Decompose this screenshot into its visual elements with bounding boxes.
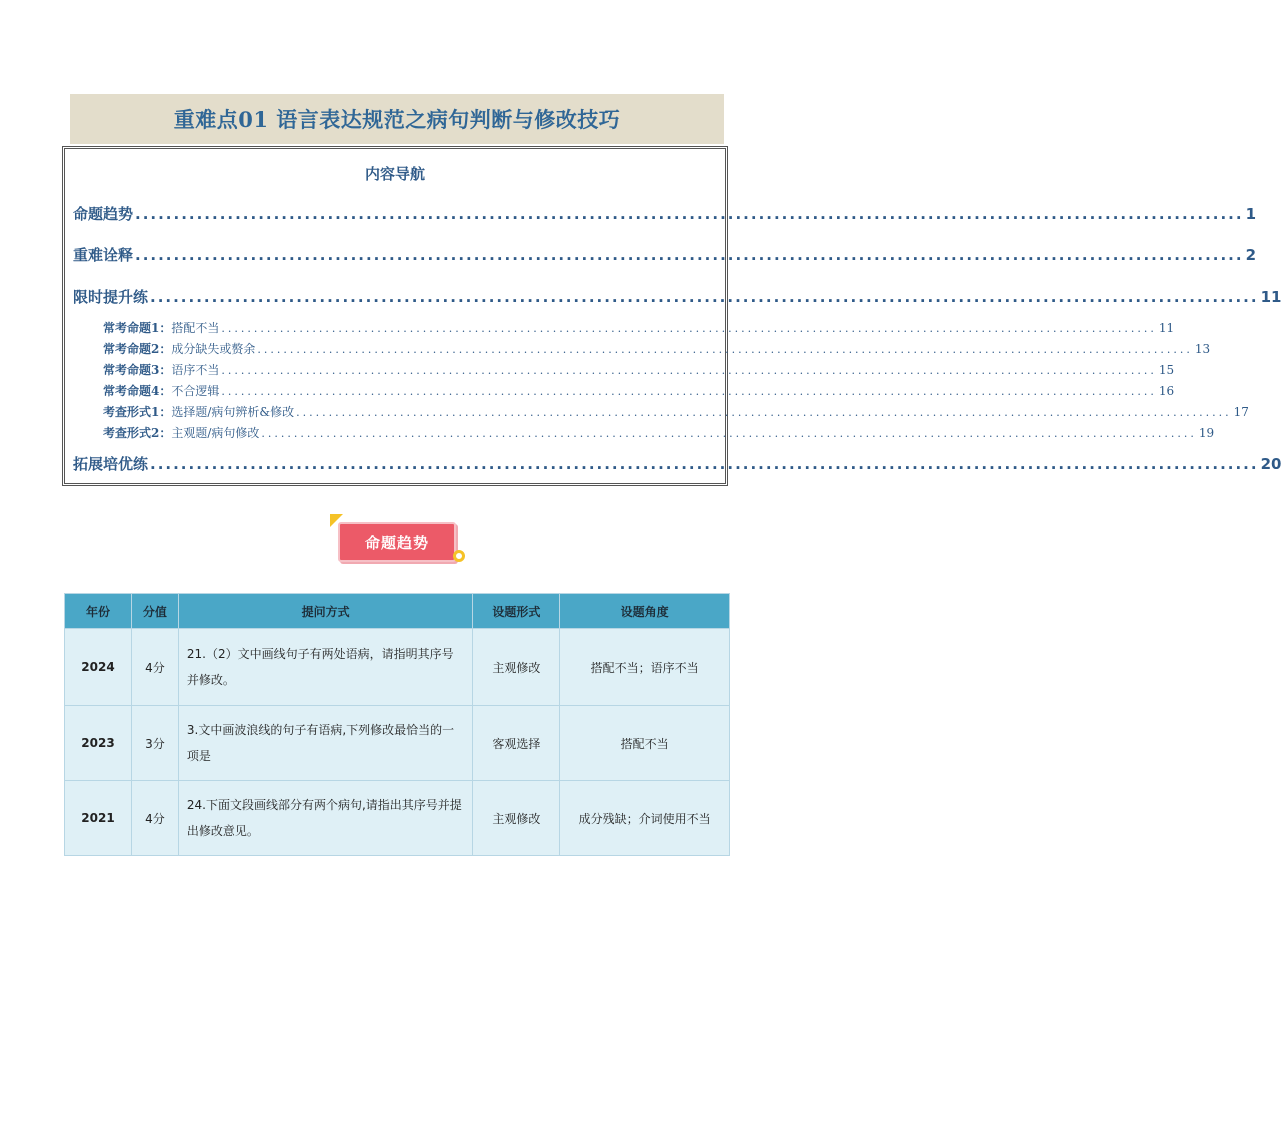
toc-subitem-label: 考查形式1： [103, 405, 172, 419]
toc-subitem-label: 考查形式2： [103, 426, 172, 440]
toc-subitem-text: 不合逻辑 [171, 384, 220, 398]
toc-subitem-page: 11 [1158, 321, 1175, 335]
toc-subitem-text: 选择题/病句辨析&修改 [171, 405, 295, 419]
header-angle: 设题角度 [560, 594, 730, 629]
toc-item-explain[interactable] [73, 244, 1256, 265]
header-form: 设题形式 [473, 594, 560, 629]
toc-leader-dots: ................................................................................................................................................ [296, 406, 1232, 419]
toc-leader-dots: ................................................................................................................................................ [135, 205, 1244, 223]
toc-item-page: 20 [1260, 455, 1281, 473]
cell-score: 4分 [131, 781, 178, 856]
toc-item-page: 2 [1245, 246, 1256, 264]
toc-subitem-label: 常考命题2： [103, 342, 172, 356]
section-badge-label: 命题趋势 [364, 533, 429, 552]
toc-subitem-label: 常考命题1： [103, 321, 172, 335]
table-row [65, 706, 730, 781]
toc-item-practice[interactable] [73, 286, 1281, 307]
toc-subitem[interactable] [103, 319, 1175, 336]
toc-leader-dots: ................................................................................................................................................ [261, 427, 1197, 440]
toc-leader-dots: ................................................................................................................................................ [150, 455, 1259, 473]
section-badge [330, 514, 465, 566]
toc-subitem-text: 成分缺失或赘余 [171, 342, 256, 356]
cell-score: 4分 [131, 629, 178, 706]
section-badge-body [338, 522, 456, 562]
toc-subitem-page: 15 [1158, 363, 1175, 377]
toc-leader-dots: ................................................................................................................................................ [150, 288, 1259, 306]
toc-subitem-label: 常考命题4： [103, 384, 172, 398]
document-title: 重难点01 语言表达规范之病句判断与修改技巧 [173, 107, 621, 132]
header-question: 提问方式 [178, 594, 473, 629]
toc-item-page: 11 [1260, 288, 1281, 306]
toc-leader-dots: ................................................................................................................................................ [221, 385, 1157, 398]
toc-item-page: 1 [1245, 205, 1256, 223]
toc-subitem[interactable] [103, 361, 1175, 378]
cell-angle: 搭配不当 [560, 706, 730, 781]
toc-subitem[interactable] [103, 424, 1215, 441]
cell-year: 2021 [65, 781, 132, 856]
toc-heading: 内容导航 [364, 165, 425, 183]
cell-form: 主观修改 [473, 629, 560, 706]
toc-item-label: 限时提升练 [73, 288, 149, 306]
toc-subitem-text: 搭配不当 [171, 321, 220, 335]
toc-item-label: 命题趋势 [73, 205, 134, 223]
toc-leader-dots: ................................................................................................................................................ [135, 246, 1244, 264]
toc-item-trend[interactable] [73, 203, 1256, 224]
cell-score: 3分 [131, 706, 178, 781]
header-score: 分值 [131, 594, 178, 629]
cell-question: 21.（2）文中画线句子有两处语病，请指明其序号并修改。 [178, 629, 473, 706]
toc-subitem-text: 主观题/病句修改 [171, 426, 260, 440]
toc-item-label: 拓展培优练 [73, 455, 149, 473]
cell-question: 3.文中画波浪线的句子有语病,下列修改最恰当的一项是 [178, 706, 473, 781]
toc-box [62, 146, 1281, 486]
cell-year: 2023 [65, 706, 132, 781]
badge-ring-icon [453, 550, 465, 562]
toc-subitem-label: 常考命题3： [103, 363, 172, 377]
toc-subitem-text: 语序不当 [171, 363, 220, 377]
cell-form: 客观选择 [473, 706, 560, 781]
toc-subitem-page: 13 [1194, 342, 1211, 356]
toc-subitem[interactable] [103, 340, 1211, 357]
toc-subitem[interactable] [103, 403, 1249, 420]
toc-item-extension[interactable] [73, 453, 1281, 474]
title-banner [70, 94, 724, 144]
cell-form: 主观修改 [473, 781, 560, 856]
toc-item-label: 重难诠释 [73, 246, 134, 264]
toc-subitem[interactable] [103, 382, 1175, 399]
toc-leader-dots: ................................................................................................................................................ [221, 364, 1157, 377]
trend-table [64, 593, 730, 856]
toc-leader-dots: ................................................................................................................................................ [257, 343, 1193, 356]
toc-subitem-page: 17 [1233, 405, 1249, 419]
cell-year: 2024 [65, 629, 132, 706]
toc-subitem-page: 16 [1158, 384, 1175, 398]
toc-subitem-page: 19 [1198, 426, 1215, 440]
cell-angle: 成分残缺；介词使用不当 [560, 781, 730, 856]
header-year: 年份 [65, 594, 132, 629]
cell-question: 24.下面文段画线部分有两个病句,请指出其序号并提出修改意见。 [178, 781, 473, 856]
toc-leader-dots: ................................................................................................................................................ [221, 322, 1157, 335]
table-row [65, 629, 730, 706]
badge-corner-flag-icon [330, 514, 343, 527]
table-row [65, 781, 730, 856]
table-header-row [65, 594, 730, 629]
cell-angle: 搭配不当；语序不当 [560, 629, 730, 706]
